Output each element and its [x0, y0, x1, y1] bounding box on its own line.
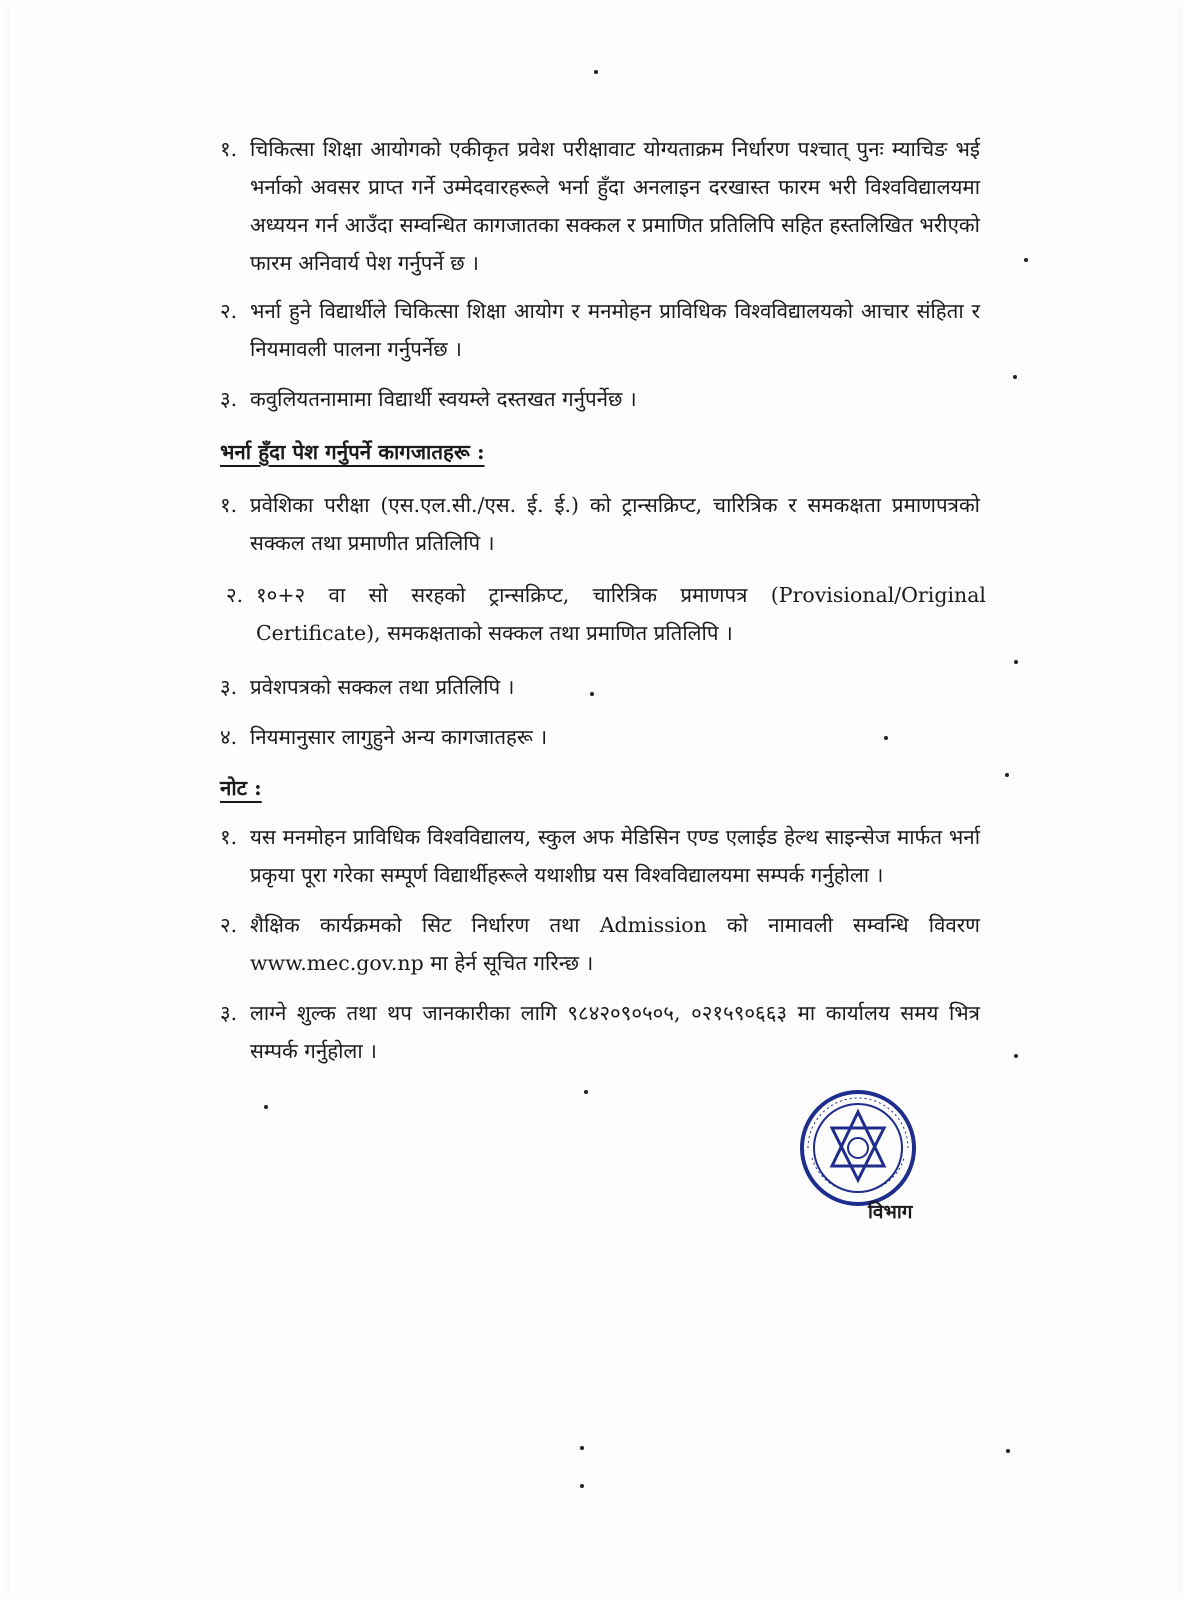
- speck: [1006, 1449, 1010, 1453]
- document-number: ३.: [220, 675, 238, 699]
- note-text: लाग्ने शुल्क तथा थप जानकारीका लागि ९८४२०९०५०५, ०२१५९०६६३ मा कार्यालय समय भित्र सम्पर्क गर्नुहोला ।: [250, 1001, 980, 1063]
- speck: [580, 1446, 584, 1450]
- speck: [264, 1105, 268, 1109]
- rule-number: २.: [220, 299, 238, 323]
- note-number: १.: [220, 825, 238, 849]
- rule-text: कवुलियतनामामा विद्यार्थी स्वयम्ले दस्तखत गर्नुपर्नेछ ।: [250, 387, 637, 411]
- document-number: ४.: [220, 725, 238, 749]
- note-item: [220, 994, 980, 1070]
- rule-item: [220, 130, 980, 282]
- note-heading: नोट :: [220, 776, 262, 800]
- document-text: प्रवेशिका परीक्षा (एस.एल.सी./एस. ई. ई.) को ट्रान्सक्रिप्ट, चारित्रिक र समकक्षता प्रमाणपत्रको सक्कल तथा प्रमाणीत प्रतिलिपि ।: [250, 493, 980, 555]
- document-text: नियमानुसार लागुहुने अन्य कागजातहरू ।: [250, 725, 548, 749]
- document-number: १.: [220, 493, 238, 517]
- document-page: [10, 0, 1180, 1600]
- speck: [580, 1484, 584, 1488]
- speck: [884, 736, 888, 740]
- speck: [1005, 773, 1009, 777]
- note-text: शैक्षिक कार्यक्रमको सिट निर्धारण तथा Admission को नामावली सम्वन्धि विवरण www.mec.gov.np मा हेर्न सूचित गरिन्छ ।: [250, 913, 981, 975]
- university-seal-icon: [798, 1088, 918, 1208]
- note-number: ३.: [220, 1001, 238, 1025]
- rule-text: भर्ना हुने विद्यार्थीले चिकित्सा शिक्षा आयोग र मनमोहन प्राविधिक विश्वविद्यालयको आचार संहिता र नियमावली पालना गर्नुपर्नेछ ।: [250, 299, 980, 361]
- document-item: [226, 576, 986, 652]
- speck: [1014, 660, 1018, 664]
- rule-number: ३.: [220, 387, 238, 411]
- rule-text: चिकित्सा शिक्षा आयोगको एकीकृत प्रवेश परीक्षावाट योग्यताक्रम निर्धारण पश्चात् पुनः म्याचिङ भई भर्नाको अवसर प्राप्त गर्ने उम्मेदवारहरूले भर्ना हुँदा अनलाइन दरखास्त फारम भरी विश्वविद्यालयमा अध्ययन गर्न आउँदा सम्वन्धित कागजातका सक्कल र प्रमाणित प्रतिलिपि सहित हस्तलिखित भरीएको फारम अनिवार्य पेश गर्नुपर्ने छ ।: [250, 137, 980, 275]
- document-text: प्रवेशपत्रको सक्कल तथा प्रतिलिपि ।: [250, 675, 515, 699]
- speck: [590, 692, 594, 696]
- document-text: १०+२ वा सो सरहको ट्रान्सक्रिप्ट, चारित्रिक प्रमाणपत्र (Provisional/Original Certificate), समकक्षताको सक्कल तथा प्रमाणित प्रतिलिपि ।: [256, 583, 986, 645]
- speck: [584, 1090, 588, 1094]
- note-item: [220, 906, 980, 982]
- document-item: [220, 718, 980, 756]
- speck: [1014, 1054, 1018, 1058]
- document-item: [220, 668, 980, 706]
- document-number: २.: [226, 583, 244, 607]
- speck: [1013, 375, 1017, 379]
- rule-item: [220, 380, 980, 418]
- rule-item: [220, 292, 980, 368]
- note-item: [220, 818, 980, 894]
- documents-heading: भर्ना हुँदा पेश गर्नुपर्ने कागजातहरू :: [220, 440, 485, 464]
- speck: [1024, 258, 1028, 262]
- note-text: यस मनमोहन प्राविधिक विश्वविद्यालय, स्कुल अफ मेडिसिन एण्ड एलाईड हेल्थ साइन्सेज मार्फत भर्ना प्रकृया पूरा गरेका सम्पूर्ण विद्यार्थीहरूले यथाशीघ्र यस विश्वविद्यालयमा सम्पर्क गर्नुहोला ।: [250, 825, 980, 887]
- note-number: २.: [220, 913, 238, 937]
- signature-label: विभाग: [868, 1201, 913, 1223]
- speck: [594, 70, 598, 74]
- rule-number: १.: [220, 137, 238, 161]
- document-item: [220, 486, 980, 562]
